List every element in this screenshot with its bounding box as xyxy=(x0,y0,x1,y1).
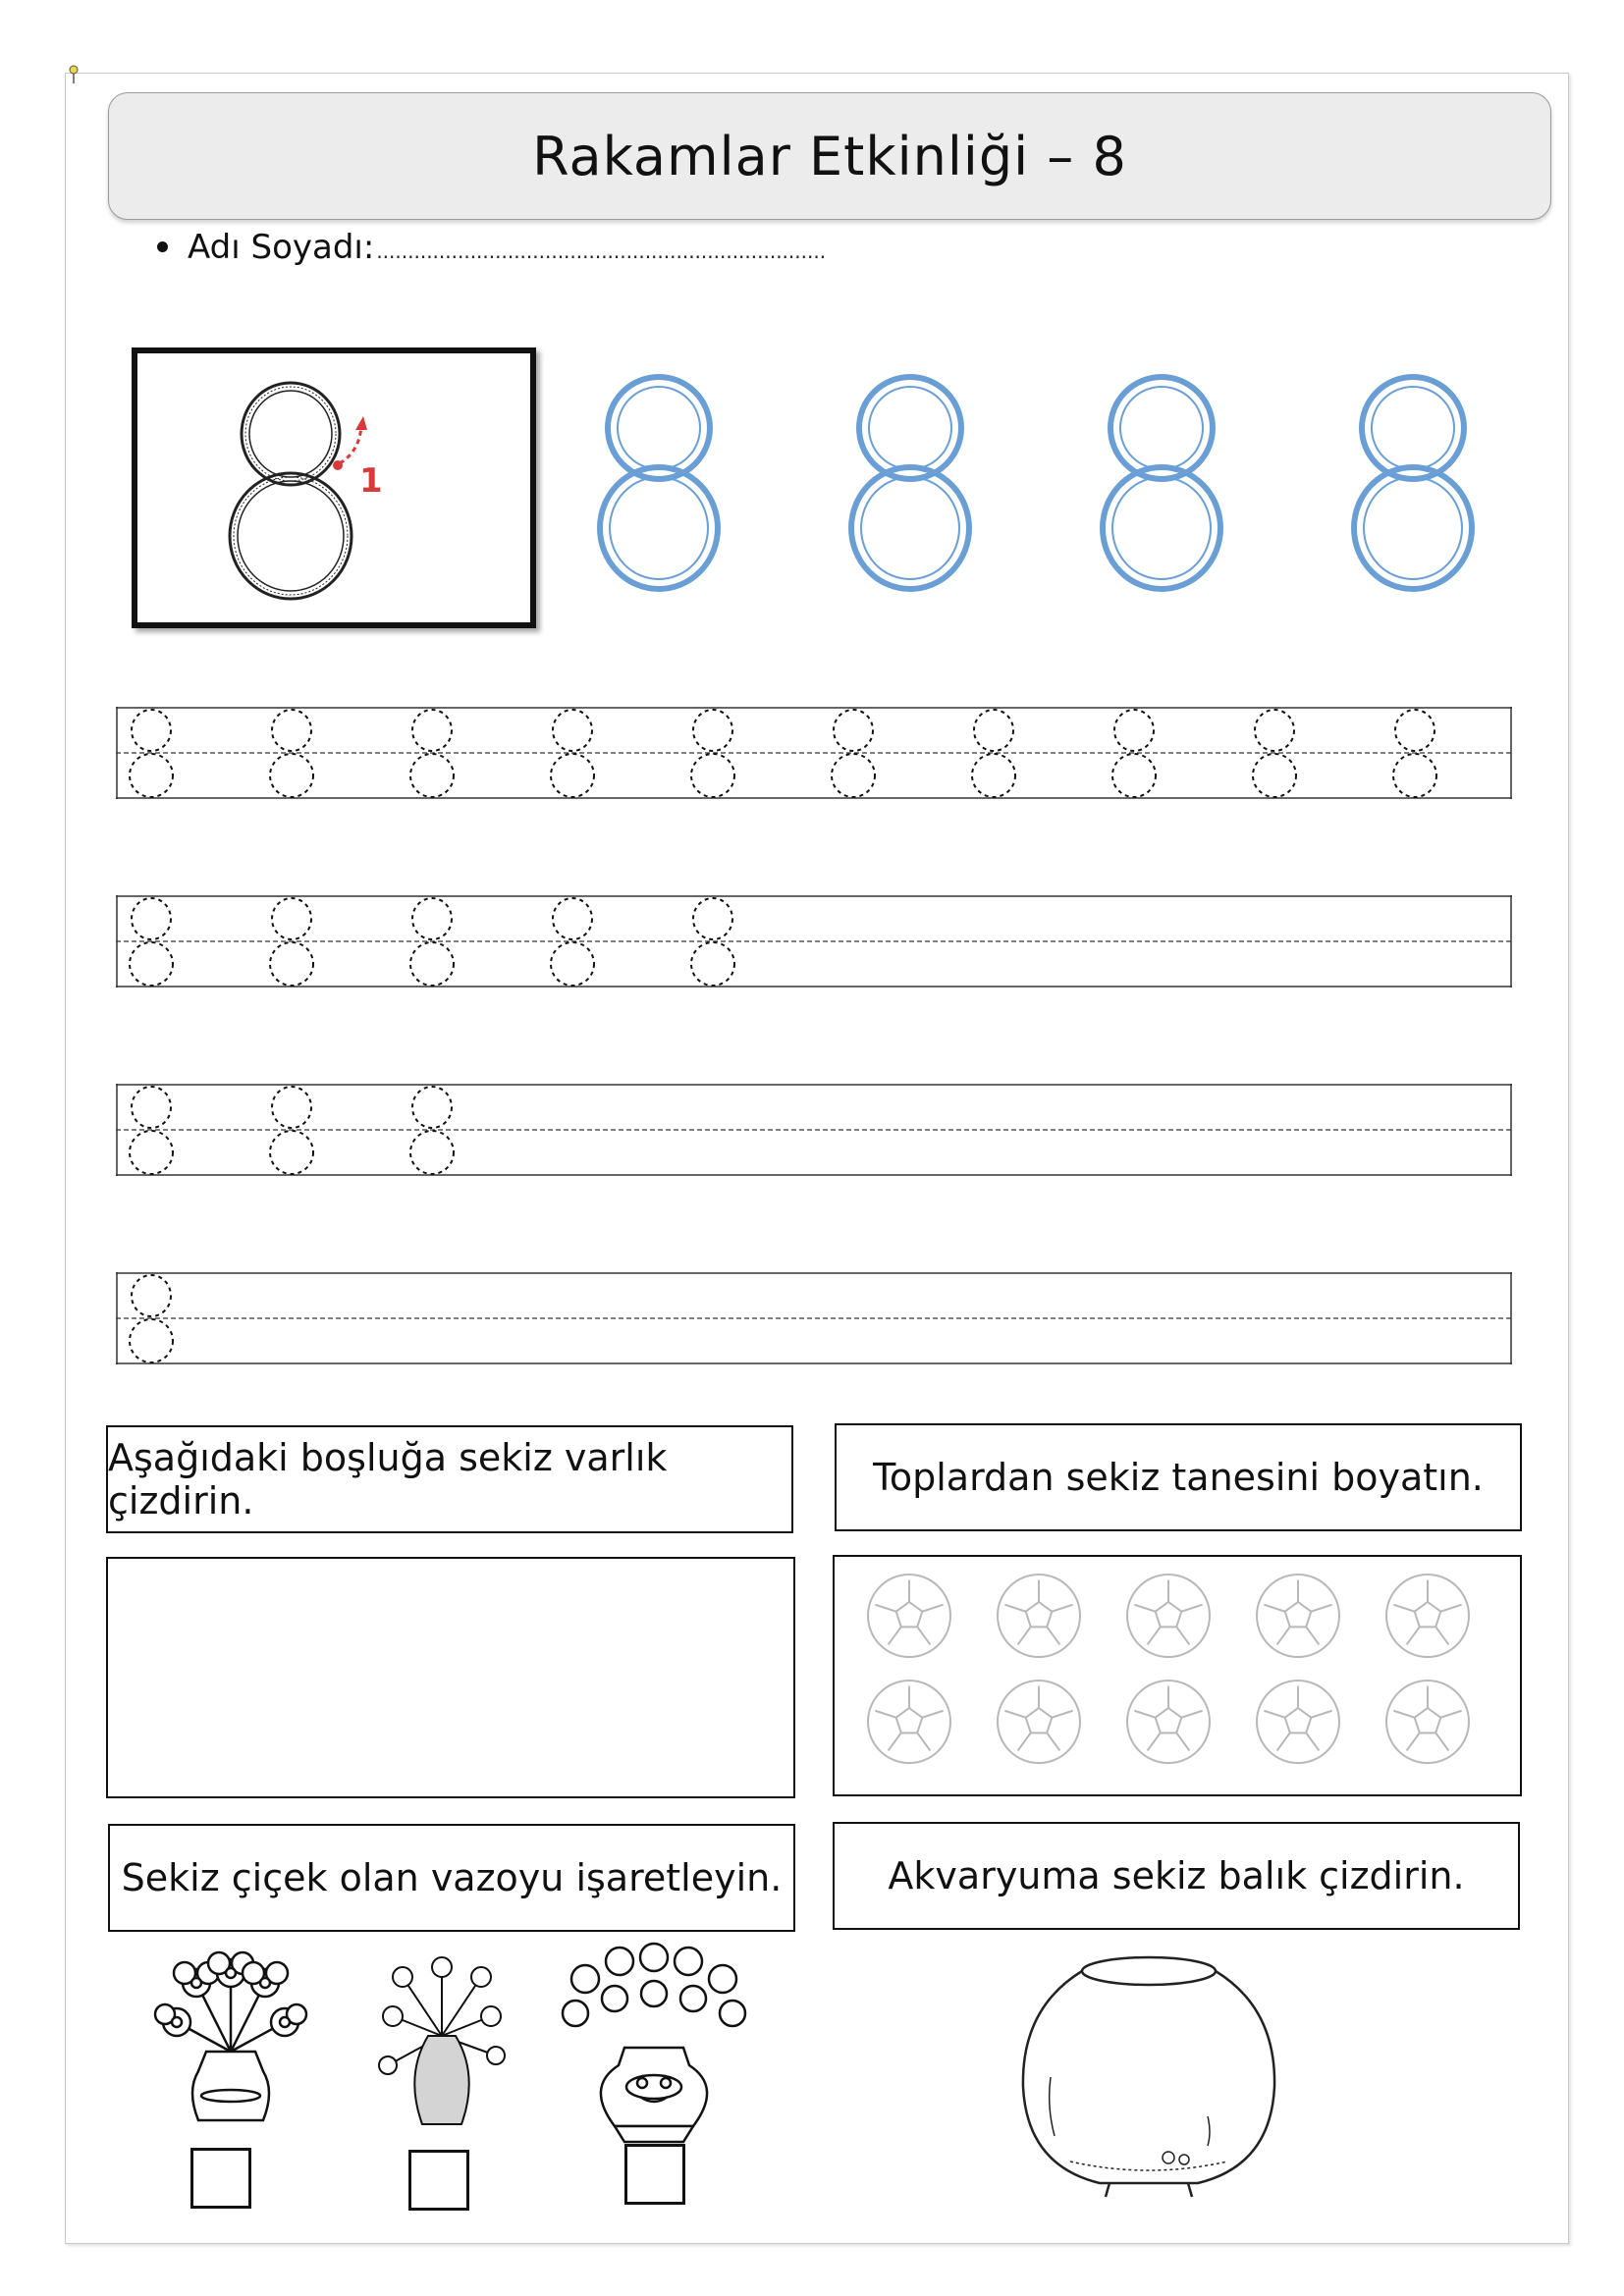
vase-1-checkbox[interactable] xyxy=(190,2148,251,2209)
task-vase-instruction-box xyxy=(108,1824,795,1932)
soccer-ball-icon[interactable] xyxy=(998,1575,1080,1657)
soccer-ball-icon[interactable] xyxy=(1386,1681,1469,1763)
task-draw-instruction-box xyxy=(106,1425,793,1533)
trace-eight-1[interactable] xyxy=(595,371,723,595)
dotted-eight-guide xyxy=(832,710,875,797)
model-digit-box xyxy=(132,347,536,628)
task-vase-instruction: Sekiz çiçek olan vazoyu işaretleyin. xyxy=(121,1856,783,1899)
vase-2-image xyxy=(363,1948,520,2144)
vase-3-image xyxy=(546,1940,762,2148)
title-banner xyxy=(108,92,1551,220)
soccer-ball-icon[interactable] xyxy=(1257,1575,1339,1657)
task-fish-instruction: Akvaryuma sekiz balık çizdirin. xyxy=(888,1854,1465,1897)
draw-answer-area[interactable] xyxy=(106,1557,795,1798)
soccer-ball-icon[interactable] xyxy=(868,1681,950,1763)
student-name-line xyxy=(157,228,826,267)
task-draw-instruction: Aşağıdaki boşluğa sekiz varlık çizdirin. xyxy=(108,1436,668,1522)
trace-eight-4[interactable] xyxy=(1349,371,1477,595)
task-balls-instruction-box xyxy=(835,1423,1522,1531)
stroke-step-number: 1 xyxy=(359,461,383,501)
soccer-ball-icon[interactable] xyxy=(1127,1681,1210,1763)
task-balls-instruction: Toplardan sekiz tanesini boyatın. xyxy=(873,1456,1484,1499)
balls-area xyxy=(833,1555,1522,1796)
writing-row-2[interactable] xyxy=(116,895,1512,988)
trace-eight-3[interactable] xyxy=(1098,371,1225,595)
trace-eight-2[interactable] xyxy=(846,371,974,595)
name-label: Adı Soyadı: xyxy=(188,228,375,267)
soccer-ball-icon[interactable] xyxy=(1257,1681,1339,1763)
dotted-eight-guide xyxy=(972,710,1015,797)
soccer-ball-icon[interactable] xyxy=(1386,1575,1469,1657)
model-digit-eight xyxy=(137,353,530,622)
writing-row-3[interactable] xyxy=(116,1084,1512,1176)
task-fish-instruction-box xyxy=(833,1822,1520,1930)
vase-1-image xyxy=(137,1944,324,2140)
fishbowl-image[interactable] xyxy=(1011,1940,1286,2205)
soccer-ball-icon[interactable] xyxy=(868,1575,950,1657)
pin-icon xyxy=(69,65,79,84)
writing-row-4[interactable] xyxy=(116,1272,1512,1364)
name-blank[interactable]: ........................................................................ xyxy=(376,240,827,263)
soccer-ball-icon[interactable] xyxy=(1127,1575,1210,1657)
bullet-icon xyxy=(157,241,168,252)
vase-3-checkbox[interactable] xyxy=(624,2144,685,2205)
soccer-balls-group xyxy=(835,1557,1520,1794)
page-title: Rakamlar Etkinliği – 8 xyxy=(532,125,1127,187)
writing-row-1[interactable] xyxy=(116,707,1512,799)
vase-2-checkbox[interactable] xyxy=(408,2150,469,2211)
soccer-ball-icon[interactable] xyxy=(998,1681,1080,1763)
